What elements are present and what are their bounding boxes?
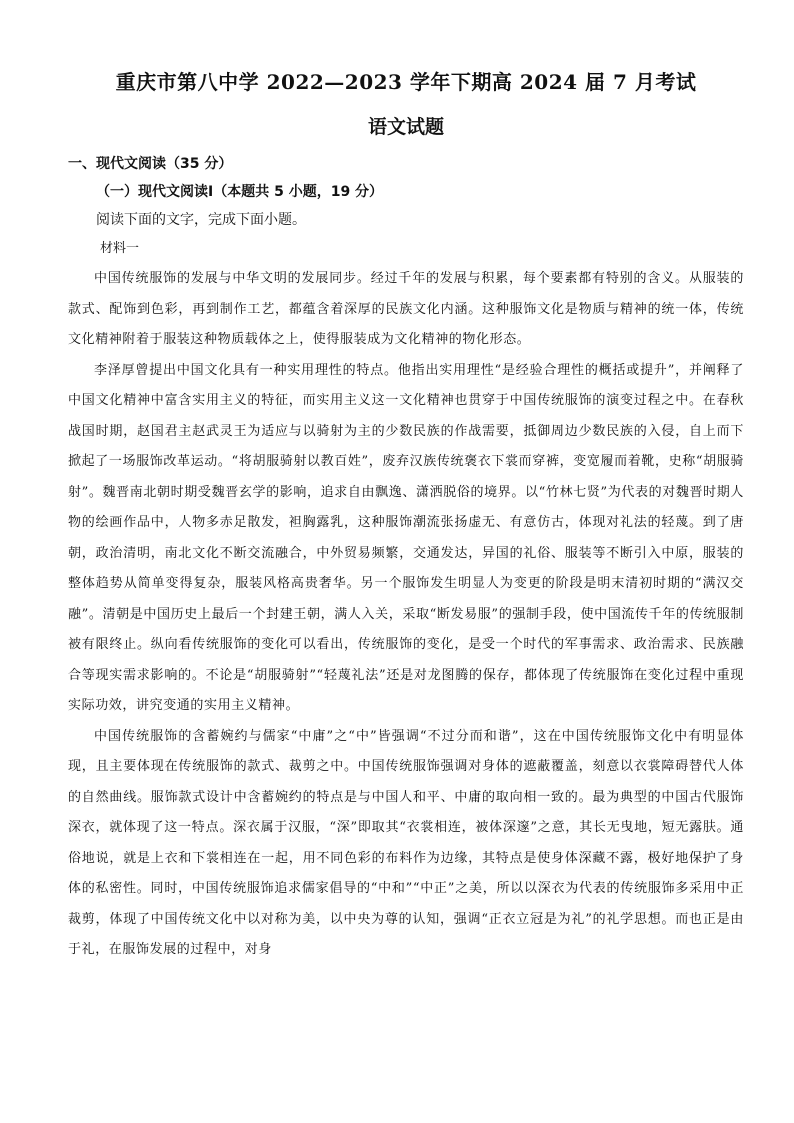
- reading-instruction: 阅读下面的文字，完成下面小题。: [96, 212, 306, 228]
- subsection-heading: （一）现代文阅读Ⅰ（本题共 5 小题，19 分）: [96, 184, 384, 200]
- paragraph-1: 中国传统服饰的发展与中华文明的发展同步。经过千年的发展与积累，每个要素都有特别的含义。从服装的款式、配饰到色彩，再到制作工艺，都蕴含着深厚的民族文化内涵。这种服饰文化是物质与精神的统一体，传统文化精神附着于服装这种物质载体之上，使得服装成为文化精神的物化形态。: [68, 271, 744, 347]
- paragraph-3: 中国传统服饰的含蓄婉约与儒家“中庸”之“中”皆强调“不过分而和谐”，这在中国传统服饰文化中有明显体现，且主要体现在传统服饰的款式、裁剪之中。中国传统服饰强调对身体的遮蔽覆盖，刻意以衣裳障碍替代人体的自然曲线。服饰款式设计中含蓄婉约的特点是与中国人和平、中庸的取向相一致的。最为典型的中国古代服饰深衣，就体现了这一特点。深衣属于汉服，“深”即取其“衣裳相连，被体深邃”之意，其长无曳地，短无露肤。通俗地说，就是上衣和下裳相连在一起，用不同色彩的布料作为边缘，其特点是使身体深藏不露，极好地保护了身体的私密性。同时，中国传统服饰追求儒家倡导的“中和”“中正”之美，所以以深衣为代表的传统服饰多采用中正裁剪，体现了中国传统文化中以对称为美，以中央为尊的认知，强调“正衣立冠是为礼”的礼学思想。而也正是由于礼，在服饰发展的过程中，对身: [68, 728, 744, 957]
- paragraph-2: 李泽厚曾提出中国文化具有一种实用理性的特点。他指出实用理性“是经验合理性的概括或提升”，并阐释了中国文化精神中富含实用主义的特征，而实用主义这一文化精神也贯穿于中国传统服饰的演变过程之中。在春秋战国时期，赵国君主赵武灵王为适应与以骑射为主的少数民族的作战需要，抵御周边少数民族的入侵，自上而下掀起了一场服饰改革运动。“将胡服骑射以教百姓”，废弃汉族传统褒衣下裳而穿裤，变宽履而着靴，史称“胡服骑射”。魏晋南北朝时期受魏晋玄学的影响，追求自由飘逸、潇洒脱俗的境界。以“竹林七贤”为代表的对魏晋时期人物的绘画作品中，人物多赤足散发，袒胸露乳，这种服饰潮流张扬虚无、有意仿古，体现对礼法的轻蔑。到了唐朝，政治清明，南北文化不断交流融合，中外贸易频繁，交通发达，异国的礼俗、服装等不断引入中原，服装的整体趋势从简单变得复杂，服装风格高贵奢华。另一个服饰发生明显人为变更的阶段是明末清初时期的“满汉交融”。清朝是中国历史上最后一个封建王朝，满人入关，采取“断发易服”的强制手段，使中国流传千年的传统服制被有限终止。纵向看传统服饰的变化可以看出，传统服饰的变化，是受一个时代的军事需求、政治需求、民族融合等现实需求影响的。不论是“胡服骑射”“轻蔑礼法”还是对龙图腾的保存，都体现了传统服饰在变化过程中重现实际功效，讲究变通的实用主义精神。: [68, 362, 744, 713]
- section-heading: 一、现代文阅读（35 分）: [68, 156, 233, 172]
- subject-title: 语文试题: [367, 116, 444, 138]
- material-label: 材料一: [100, 241, 140, 256]
- exam-title: 重庆市第八中学 2022—2023 学年下期高 2024 届 7 月考试: [115, 70, 697, 94]
